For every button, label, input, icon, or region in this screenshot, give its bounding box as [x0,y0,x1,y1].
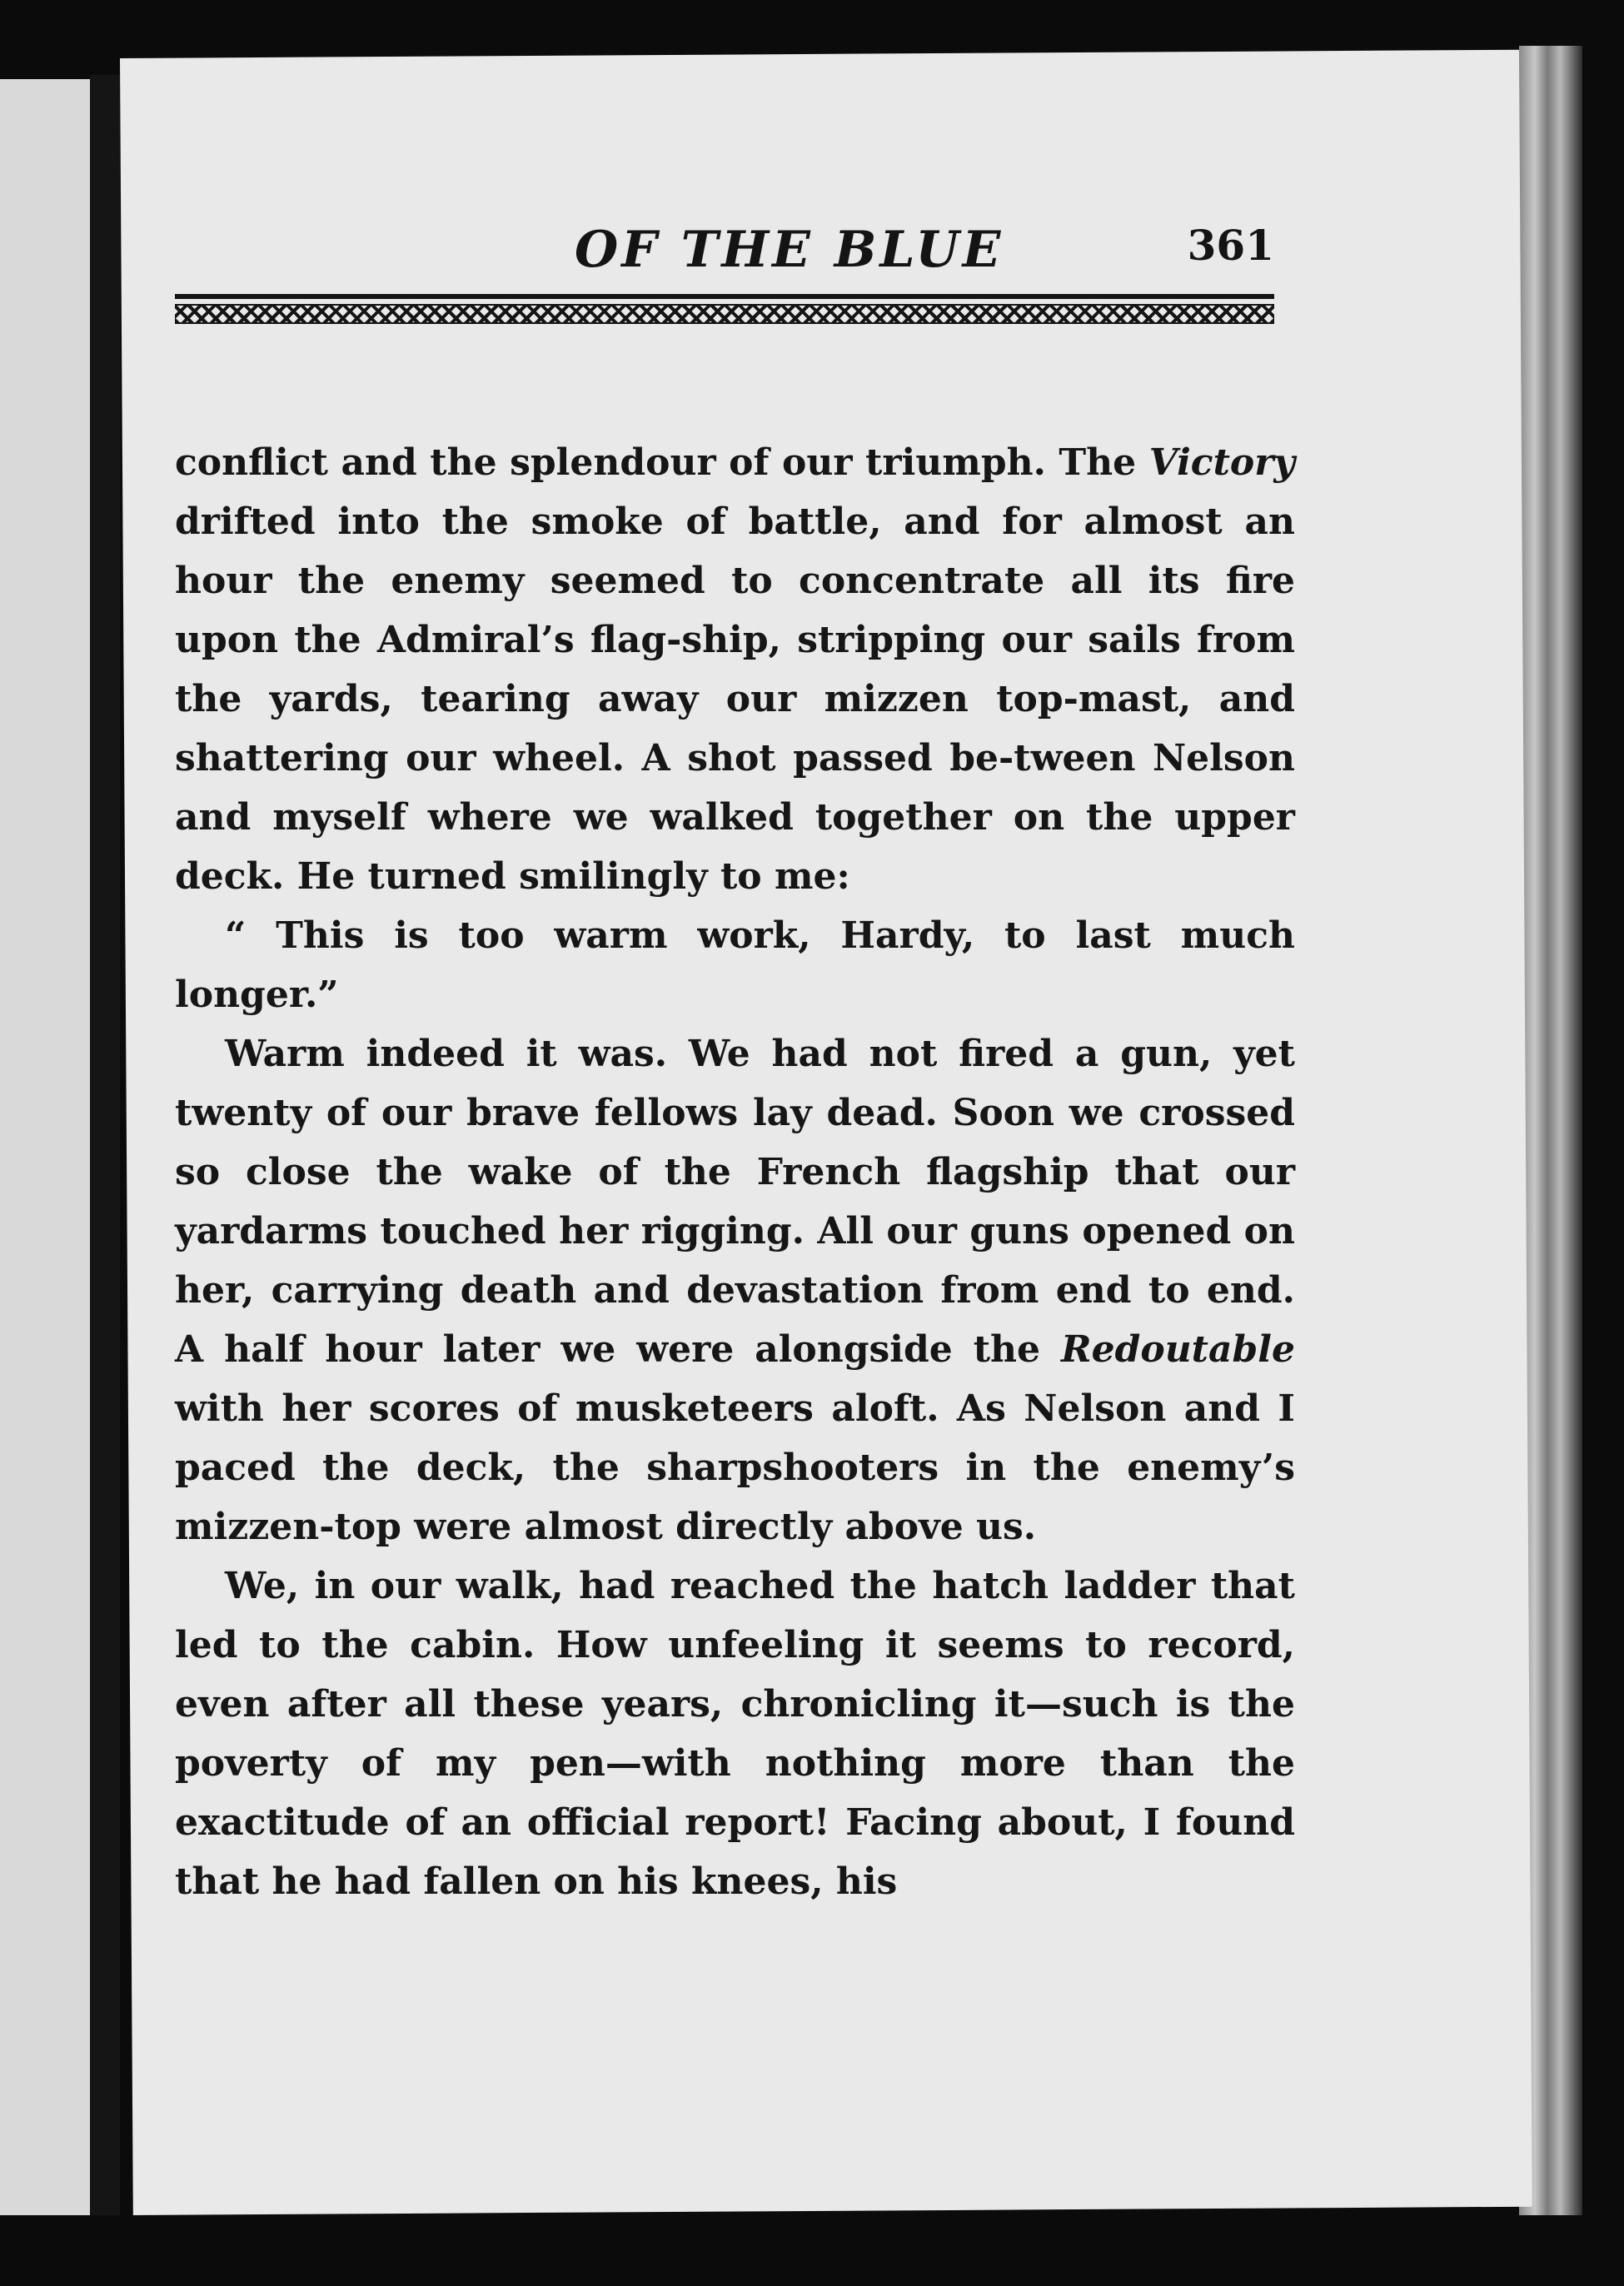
text-segment: drifted into the smoke of battle, and for almost an hour the enemy seemed to concentrate all its fire upon the Admiral’s flag-ship, stripping our sails from the yards, tearing away our mizzen top-mast, and shattering our wheel. A shot passed be-tween Nelson and myself where we walked together on the upper deck. He turned smilingly to me: [175,501,1295,898]
book-spine [90,75,120,2240]
text-segment: We, in our walk, had reached the hatch ladder that led to the cabin. How unfeeling it seems to record, even after all these years, chronicling it—such is the poverty of my pen—with nothing more than the exactitude of an official report! Facing about, I found that he had fallen on his knees, his [175,1565,1295,1903]
running-title: OF THE BLUE [575,221,1004,279]
page-header [175,221,1274,321]
text-segment: “ This is too warm work, Hardy, to last much longer.” [175,914,1295,1016]
bottom-background [0,2215,1624,2286]
ship-name-redoutable: Redoutable [1061,1328,1295,1371]
text-segment: with her scores of musketeers aloft. As Nelson and I paced the deck, the sharpshooters in the enemy’s mizzen-top were almost directly above us. [175,1387,1295,1548]
paragraph-3 [175,1024,1295,1556]
paragraph-4 [175,1556,1295,1911]
header-ornament-band [175,304,1274,324]
text-segment: conflict and the splendour of our triumph. The [175,441,1149,484]
left-page-edge [0,79,90,2232]
paragraph-2 [175,906,1295,1024]
body-text [175,433,1295,1911]
header-rule [175,294,1274,299]
ship-name-victory: Victory [1148,441,1295,484]
page-number: 361 [1187,221,1274,270]
text-segment: Warm indeed it was. We had not fired a gun, yet twenty of our brave fellows lay dead. Soon we crossed so close the wake of the French flagship that our yardarms touched her rigging. All our guns opened on her, carrying death and devastation from end to end. A half hour later we were alongside the [175,1033,1295,1371]
paragraph-1 [175,433,1295,906]
